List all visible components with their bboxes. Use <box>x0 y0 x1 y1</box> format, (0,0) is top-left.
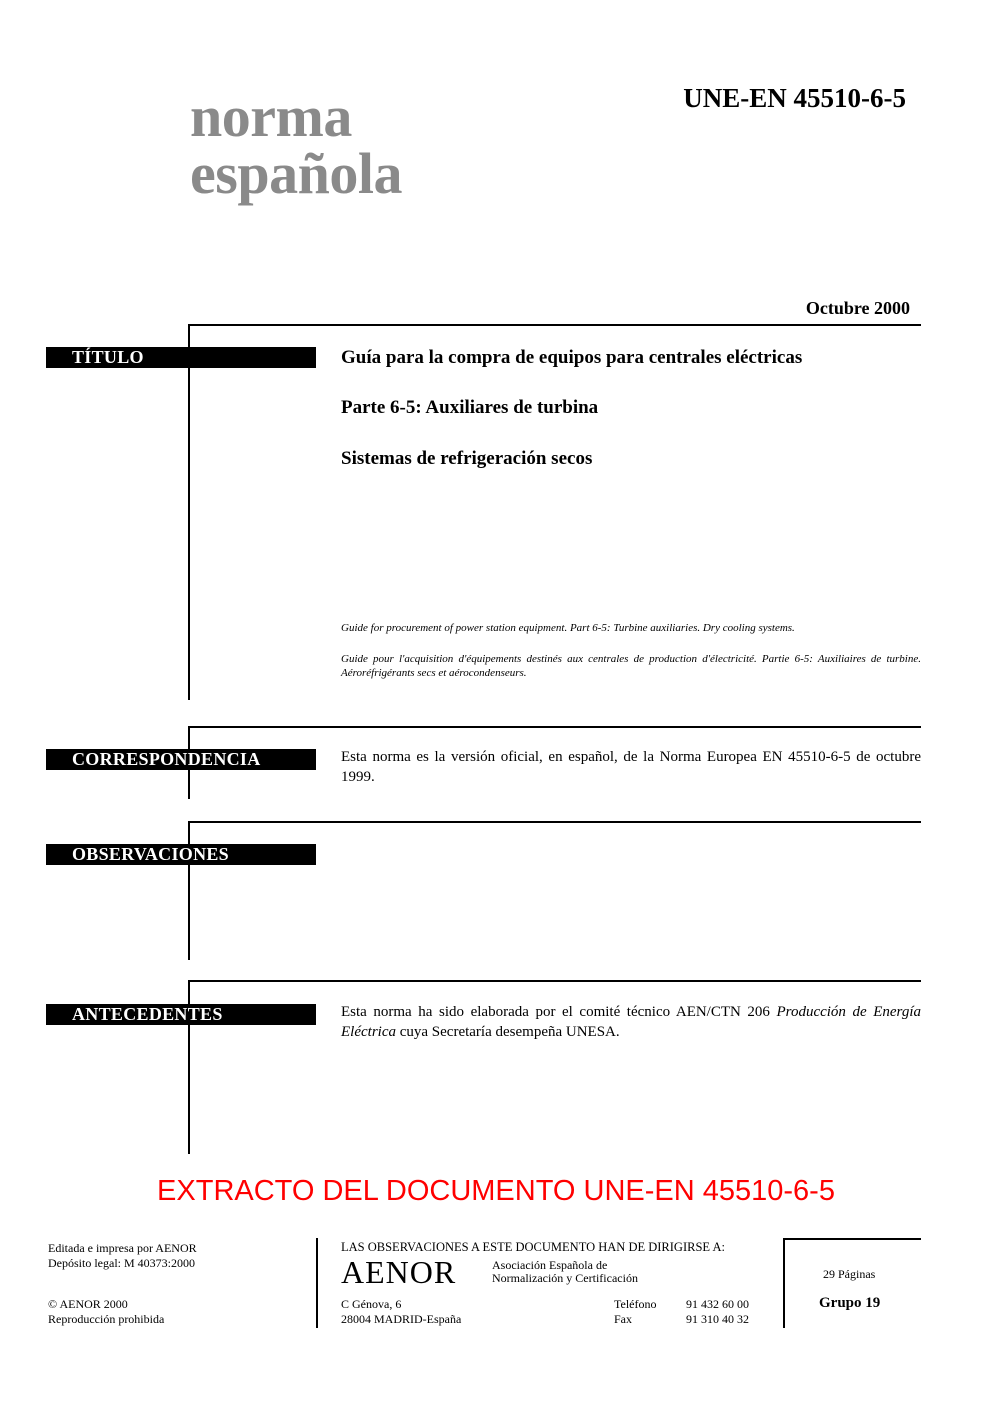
footer-group: Grupo 19 <box>819 1295 881 1311</box>
antecedentes-text-before: Esta norma ha sido elaborada por el comité técnico AEN/CTN 206 <box>341 1004 777 1020</box>
footer-observations-heading: LAS OBSERVACIONES A ESTE DOCUMENTO HAN DE DIRIGIRSE A: <box>341 1240 725 1254</box>
footer-address-line1: C Génova, 6 <box>341 1297 402 1311</box>
footer-address-line2: 28004 MADRID-España <box>341 1312 462 1326</box>
footer-box-left <box>783 1238 785 1328</box>
aenor-name-line1: Asociación Española de <box>492 1258 608 1272</box>
footer-pages: 29 Páginas <box>823 1267 876 1281</box>
title-english: Guide for procurement of power station equipment. Part 6-5: Turbine auxiliaries. Dry cooling systems. <box>341 622 795 634</box>
footer-phone: 91 432 60 00 <box>686 1297 749 1311</box>
title-spanish: Guía para la compra de equipos para centrales eléctricas <box>341 347 803 368</box>
title-part: Parte 6-5: Auxiliares de turbina <box>341 397 599 418</box>
extract-watermark: EXTRACTO DEL DOCUMENTO UNE-EN 45510-6-5 <box>157 1175 835 1207</box>
aenor-logo: AENOR <box>341 1254 457 1290</box>
brand-norma: norma <box>190 84 352 149</box>
divider-observaciones <box>189 821 921 823</box>
divider-titulo <box>189 324 921 326</box>
antecedentes-text-after: cuya Secretaría desempeña UNESA. <box>395 1024 620 1040</box>
title-french: Guide pour l'acquisition d'équipements destinés aux centrales de production d'électricité. Partie 6-5: Auxiliaires de turbine. Aéroréfrigérants secs et aérocondenseurs. <box>341 653 921 679</box>
antecedentes-text <box>341 1002 921 1042</box>
publication-date: Octubre 2000 <box>805 298 910 318</box>
footer-divider-left <box>316 1238 318 1328</box>
antecedentes-committee-name: Producción de Energía Eléctrica <box>341 1004 921 1040</box>
footer-deposit: Depósito legal: M 40373:2000 <box>48 1256 195 1270</box>
divider-correspondencia <box>189 726 921 728</box>
footer-box-top <box>784 1238 921 1240</box>
divider-antecedentes <box>189 980 921 982</box>
footer-fax: 91 310 40 32 <box>686 1312 749 1326</box>
section-label-observaciones: OBSERVACIONES <box>46 844 316 865</box>
vline-observaciones <box>188 821 190 960</box>
standard-code: UNE-EN 45510-6-5 <box>683 83 906 113</box>
section-label-correspondencia: CORRESPONDENCIA <box>46 749 316 770</box>
vline-titulo <box>188 324 190 700</box>
footer-fax-label: Fax <box>614 1312 632 1326</box>
aenor-association-name <box>492 1259 638 1285</box>
section-label-titulo: TÍTULO <box>46 347 316 368</box>
footer-phone-label: Teléfono <box>614 1297 657 1311</box>
title-subtitle: Sistemas de refrigeración secos <box>341 448 593 469</box>
correspondencia-text: Esta norma es la versión oficial, en español, de la Norma Europea EN 45510-6-5 de octubre 1999. <box>341 749 921 785</box>
footer-edited: Editada e impresa por AENOR <box>48 1241 197 1255</box>
footer-copyright: © AENOR 2000 <box>48 1297 128 1311</box>
brand-espanola: española <box>190 141 402 206</box>
footer-reproduction: Reproducción prohibida <box>48 1312 165 1326</box>
section-label-antecedentes: ANTECEDENTES <box>46 1004 316 1025</box>
aenor-name-line2: Normalización y Certificación <box>492 1271 638 1285</box>
